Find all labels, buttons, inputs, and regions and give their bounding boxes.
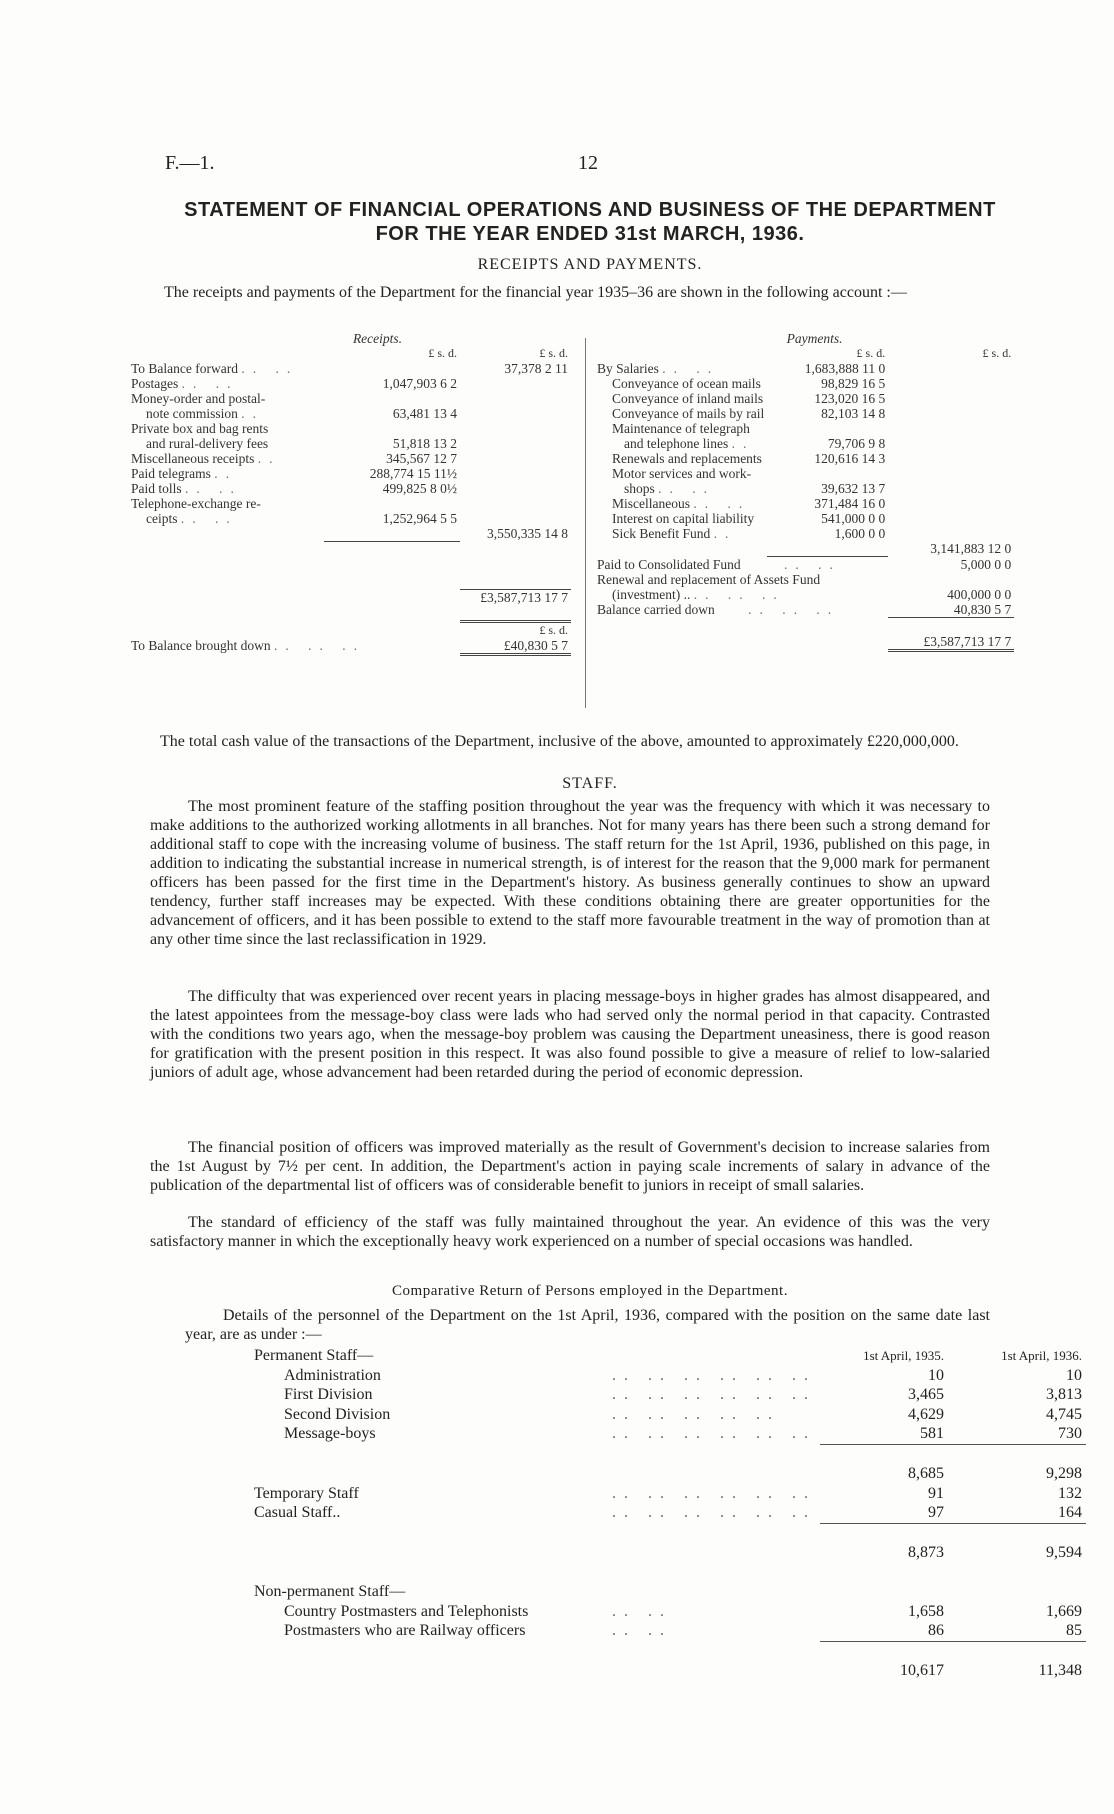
table-row: Miscellaneous receipts .. 345,567 12 7 bbox=[128, 451, 571, 466]
intro-paragraph: The receipts and payments of the Department for the financial year 1935–36 are shown in the following account :— bbox=[164, 284, 907, 301]
personnel-label: Second Division bbox=[284, 1405, 391, 1423]
table-row bbox=[594, 511, 1014, 526]
table-row: Paid tolls .. .. 499,825 8 0½ bbox=[128, 481, 571, 496]
receipts-table bbox=[128, 331, 571, 656]
table-row: Administration .. .. .. .. .. .. 10 10 bbox=[250, 1366, 1086, 1386]
table-row: Message-boys .. .. .. .. .. .. 581 730 bbox=[250, 1424, 1086, 1444]
table-row: Renewal and replacement of Assets Fund bbox=[597, 572, 821, 587]
personnel-label: Country Postmasters and Telephonists bbox=[284, 1602, 529, 1620]
receipt-amount bbox=[324, 391, 460, 406]
col-1936: 1st April, 1936. bbox=[1001, 1348, 1082, 1363]
payment-label: Motor services and work- bbox=[612, 466, 752, 481]
receipt-amount: 1,047,903 6 2 bbox=[382, 376, 457, 391]
table-row bbox=[128, 421, 571, 436]
receipt-amount: 37,378 2 11 bbox=[504, 361, 568, 376]
count-1936: 10 bbox=[1066, 1366, 1082, 1384]
payment-label: and telephone lines bbox=[624, 436, 729, 451]
payment-label: Miscellaneous bbox=[612, 496, 690, 511]
table-row: Miscellaneous .. .. 371,484 16 0 bbox=[594, 496, 1014, 511]
table-row: Postmasters who are Railway officers .. .. 86 85 bbox=[250, 1621, 1086, 1641]
receipts-section bbox=[128, 331, 571, 656]
table-row: To Balance brought down .. .. .. £40,830 5 7 bbox=[128, 638, 571, 655]
table-row: 8,873 9,594 bbox=[908, 1544, 1082, 1561]
receipt-label: Private box and bag rents bbox=[131, 421, 269, 436]
table-row: 8,685 9,298 bbox=[908, 1465, 1082, 1482]
nonperm-label: Non-permanent Staff— bbox=[254, 1583, 406, 1600]
section-heading-receipts-payments: RECEIPTS AND PAYMENTS. bbox=[477, 256, 703, 273]
page-number: 12 bbox=[578, 152, 598, 174]
balance-carried-down: 40,830 5 7 bbox=[888, 602, 1014, 618]
page-ref: F.—1. bbox=[165, 152, 215, 174]
table-row: First Division .. .. .. .. .. .. 3,465 3,813 bbox=[250, 1385, 1086, 1405]
table-row bbox=[594, 391, 1014, 406]
receipt-label: and rural-delivery fees bbox=[146, 436, 269, 451]
receipt-label: Telephone-exchange re- bbox=[131, 496, 261, 511]
receipt-label: Money-order and postal- bbox=[131, 391, 266, 406]
receipts-subtotal: 3,550,335 14 8 bbox=[487, 526, 568, 541]
receipt-label: Paid telegrams bbox=[131, 466, 211, 481]
payment-label: Interest on capital liability bbox=[612, 511, 755, 526]
count-1935: 4,629 bbox=[908, 1405, 944, 1423]
table-row: Sick Benefit Fund .. 1,600 0 0 bbox=[594, 526, 1014, 541]
page-title bbox=[120, 198, 1060, 246]
payment-amount bbox=[767, 466, 888, 481]
payment-amount: 120,616 14 3 bbox=[814, 451, 886, 466]
payment-amount: 82,103 14 8 bbox=[821, 406, 886, 421]
grand-total-1936: 11,348 bbox=[1038, 1662, 1082, 1679]
personnel-label: Message-boys bbox=[284, 1425, 376, 1443]
consolidated-amount: 5,000 0 0 bbox=[960, 556, 1012, 572]
receipt-label: note commission bbox=[146, 406, 238, 421]
payment-amount: 98,829 16 5 bbox=[821, 376, 886, 391]
staff-paragraph-3: The financial position of officers was improved materially as the result of Government's decision to increase salaries from the 1st August by 7½ per cent. In addition, the Department's action in paying scale increments of salary in advance of the publication of the departmental list of officers was of considerable benefit to juniors in receipt of small salaries. bbox=[150, 1139, 990, 1194]
count-1935: 86 bbox=[928, 1622, 944, 1639]
receipt-label: ceipts bbox=[146, 511, 178, 526]
table-row: By Salaries .. .. 1,683,888 11 0 bbox=[594, 361, 1014, 376]
total-cash-note: The total cash value of the transactions of the Department, inclusive of the above, amounted to approximately £220,000,000. bbox=[160, 733, 959, 750]
payment-amount: 371,484 16 0 bbox=[814, 496, 886, 511]
payments-units-left: £ s. d. bbox=[856, 346, 886, 360]
personnel-table bbox=[250, 1346, 1086, 1681]
receipt-label: To Balance forward bbox=[131, 361, 239, 376]
table-row: Postages .. .. 1,047,903 6 2 bbox=[128, 376, 571, 391]
grand-total-1935: 10,617 bbox=[900, 1662, 944, 1679]
receipt-amount: 1,252,964 5 5 bbox=[382, 511, 457, 526]
payments-section bbox=[594, 331, 1014, 652]
count-1935: 581 bbox=[920, 1425, 944, 1442]
count-1936: 730 bbox=[1058, 1425, 1082, 1442]
count-1936: 4,745 bbox=[1046, 1405, 1082, 1423]
brought-down-units: £ s. d. bbox=[539, 623, 568, 637]
payment-label: By Salaries bbox=[597, 361, 659, 376]
table-row bbox=[128, 590, 571, 606]
count-1936: 85 bbox=[1066, 1622, 1082, 1639]
staff-paragraph-2: The difficulty that was experienced over recent years in placing message-boys in higher grades has almost disappeared, and the latest appointees from the message-boy class were lads who had served only the normal period in that capacity. Contrasted with the conditions two years ago, when the message-boy problem was causing the Department uneasiness, there is good reason for gratification with the present position in this respect. It was also found possible to give a measure of relief to low-salaried juniors of adult age, whose advancement had been retarded during the period of economic depression. bbox=[150, 988, 990, 1081]
personnel-label: Administration bbox=[284, 1366, 381, 1384]
table-row: note commission .. 63,481 13 4 bbox=[128, 406, 571, 421]
receipt-amount: 63,481 13 4 bbox=[392, 406, 457, 421]
payment-amount bbox=[767, 421, 888, 436]
receipt-amount: 51,818 13 2 bbox=[392, 436, 457, 451]
table-row bbox=[594, 406, 1014, 421]
table-row bbox=[128, 391, 571, 406]
payment-label: Conveyance of inland mails bbox=[612, 391, 764, 406]
payments-grand-total: £3,587,713 17 7 bbox=[888, 634, 1014, 651]
table-row: Country Postmasters and Telephonists .. .. 1,658 1,669 bbox=[250, 1602, 1086, 1622]
table-row: Second Division .. .. .. .. .. 4,629 4,745 bbox=[250, 1405, 1086, 1425]
comparative-heading: Comparative Return of Persons employed in the Department. bbox=[392, 1283, 788, 1299]
payments-subtotal: 3,141,883 12 0 bbox=[930, 541, 1012, 556]
count-1935: 3,465 bbox=[908, 1386, 944, 1403]
payment-label: Conveyance of mails by rail bbox=[612, 406, 765, 421]
receipts-heading: Receipts. bbox=[352, 331, 403, 346]
receipt-label: Paid tolls bbox=[131, 481, 182, 496]
receipts-units-right: £ s. d. bbox=[539, 346, 568, 360]
renewal-amount: 400,000 0 0 bbox=[947, 587, 1012, 602]
payments-units-right: £ s. d. bbox=[982, 346, 1012, 360]
table-row: Paid telegrams .. 288,774 15 11½ bbox=[128, 466, 571, 481]
permanent-staff-label: Permanent Staff— bbox=[254, 1347, 374, 1364]
comparative-intro: Details of the personnel of the Department on the 1st April, 1936, compared with the position on the same date last year, are as under :— bbox=[185, 1307, 990, 1343]
table-row bbox=[594, 421, 1014, 436]
receipt-amount: 345,567 12 7 bbox=[386, 451, 457, 466]
table-row: ceipts .. .. 1,252,964 5 5 bbox=[128, 511, 571, 526]
count-1935: 1,658 bbox=[908, 1602, 944, 1620]
table-row bbox=[594, 451, 1014, 466]
table-row bbox=[594, 376, 1014, 391]
table-row: (investment) .. .. .. .. 400,000 0 0 bbox=[594, 587, 1014, 602]
table-row: Balance carried down .. .. .. 40,830 5 7 bbox=[594, 602, 1014, 618]
payment-label: shops bbox=[624, 481, 655, 496]
table-row bbox=[128, 436, 571, 451]
payment-label: Maintenance of telegraph bbox=[612, 421, 750, 436]
receipts-units-left: £ s. d. bbox=[428, 346, 457, 360]
brought-down-amount: £40,830 5 7 bbox=[460, 638, 571, 655]
count-1936: 3,813 bbox=[1046, 1386, 1082, 1403]
staff-paragraph-1: The most prominent feature of the staffing position throughout the year was the frequency with which it was necessary to make additions to the authorized working allotments in all branches. Not for many years has there been such a strong demand for additional staff to cope with the increasing volume of business. The staff return for the 1st April, 1936, published on this page, in addition to indicating the substantial increase in numerical strength, is of interest for the reason that the 9,000 mark for permanent officers has been passed for the first time in the Department's history. As business generally continues to show an upward tendency, further staff increases may be expected. With these conditions obtaining there are greater opportunities for the advancement of officers, and it has been possible to extend to the staff more favourable treatment in the way of promotion than at any other time since the last reclassification in 1929. bbox=[150, 798, 990, 948]
count-1935: 10 bbox=[928, 1366, 944, 1384]
receipt-label: Postages bbox=[131, 376, 179, 391]
table-row bbox=[250, 1661, 1086, 1681]
payment-label: Conveyance of ocean mails bbox=[612, 376, 761, 391]
receipt-amount bbox=[324, 421, 460, 436]
payment-amount: 123,020 16 5 bbox=[814, 391, 886, 406]
staff-heading: STAFF. bbox=[562, 775, 618, 792]
payment-amount: 541,000 0 0 bbox=[821, 511, 886, 526]
personnel-label: First Division bbox=[284, 1386, 373, 1403]
personnel-label: Postmasters who are Railway officers bbox=[284, 1622, 526, 1640]
column-divider bbox=[585, 338, 586, 708]
payment-amount: 1,600 0 0 bbox=[834, 526, 886, 541]
personnel-table-wrap bbox=[250, 1346, 1086, 1681]
payment-amount: 1,683,888 11 0 bbox=[804, 361, 886, 376]
table-row bbox=[128, 526, 571, 542]
col-1935: 1st April, 1935. bbox=[863, 1348, 944, 1363]
table-row: shops .. .. 39,632 13 7 bbox=[594, 481, 1014, 496]
receipt-label: Miscellaneous receipts bbox=[131, 451, 255, 466]
title-line-2: FOR THE YEAR ENDED 31st MARCH, 1936. bbox=[375, 223, 805, 245]
payments-heading: Payments. bbox=[786, 331, 843, 346]
payments-table bbox=[594, 331, 1014, 652]
payment-label: Renewals and replacements bbox=[612, 451, 762, 466]
title-line-1: STATEMENT OF FINANCIAL OPERATIONS AND BUSINESS OF THE DEPARTMENT bbox=[184, 199, 996, 221]
table-row: Casual Staff.. .. .. .. .. .. .. 97 164 bbox=[254, 1504, 1082, 1522]
table-row bbox=[594, 541, 1014, 557]
table-row: and telephone lines .. 79,706 9 8 bbox=[594, 436, 1014, 451]
count-1936: 1,669 bbox=[1046, 1602, 1082, 1620]
payment-amount: 39,632 13 7 bbox=[821, 481, 886, 496]
staff-paragraph-4: The standard of efficiency of the staff was fully maintained throughout the year. An evidence of this was the very satisfactory manner in which the exceptionally heavy work experienced on a number of special occasions was handled. bbox=[150, 1214, 990, 1250]
payment-label: Sick Benefit Fund bbox=[612, 526, 711, 541]
table-row bbox=[594, 466, 1014, 481]
receipts-grand-total: £3,587,713 17 7 bbox=[460, 590, 571, 606]
receipt-amount bbox=[324, 496, 460, 511]
receipt-amount: 288,774 15 11½ bbox=[369, 466, 457, 481]
table-row: To Balance forward .. .. 37,378 2 11 bbox=[128, 361, 571, 376]
payment-amount: 79,706 9 8 bbox=[827, 436, 886, 451]
brought-down-label: To Balance brought down bbox=[131, 638, 271, 653]
table-row: Paid to Consolidated Fund .. .. 5,000 0 0 bbox=[594, 557, 1014, 573]
table-row bbox=[594, 634, 1014, 651]
table-row: Temporary Staff .. .. .. .. .. .. 91 132 bbox=[254, 1484, 1082, 1502]
table-row bbox=[128, 496, 571, 511]
receipt-amount: 499,825 8 0½ bbox=[382, 481, 457, 496]
